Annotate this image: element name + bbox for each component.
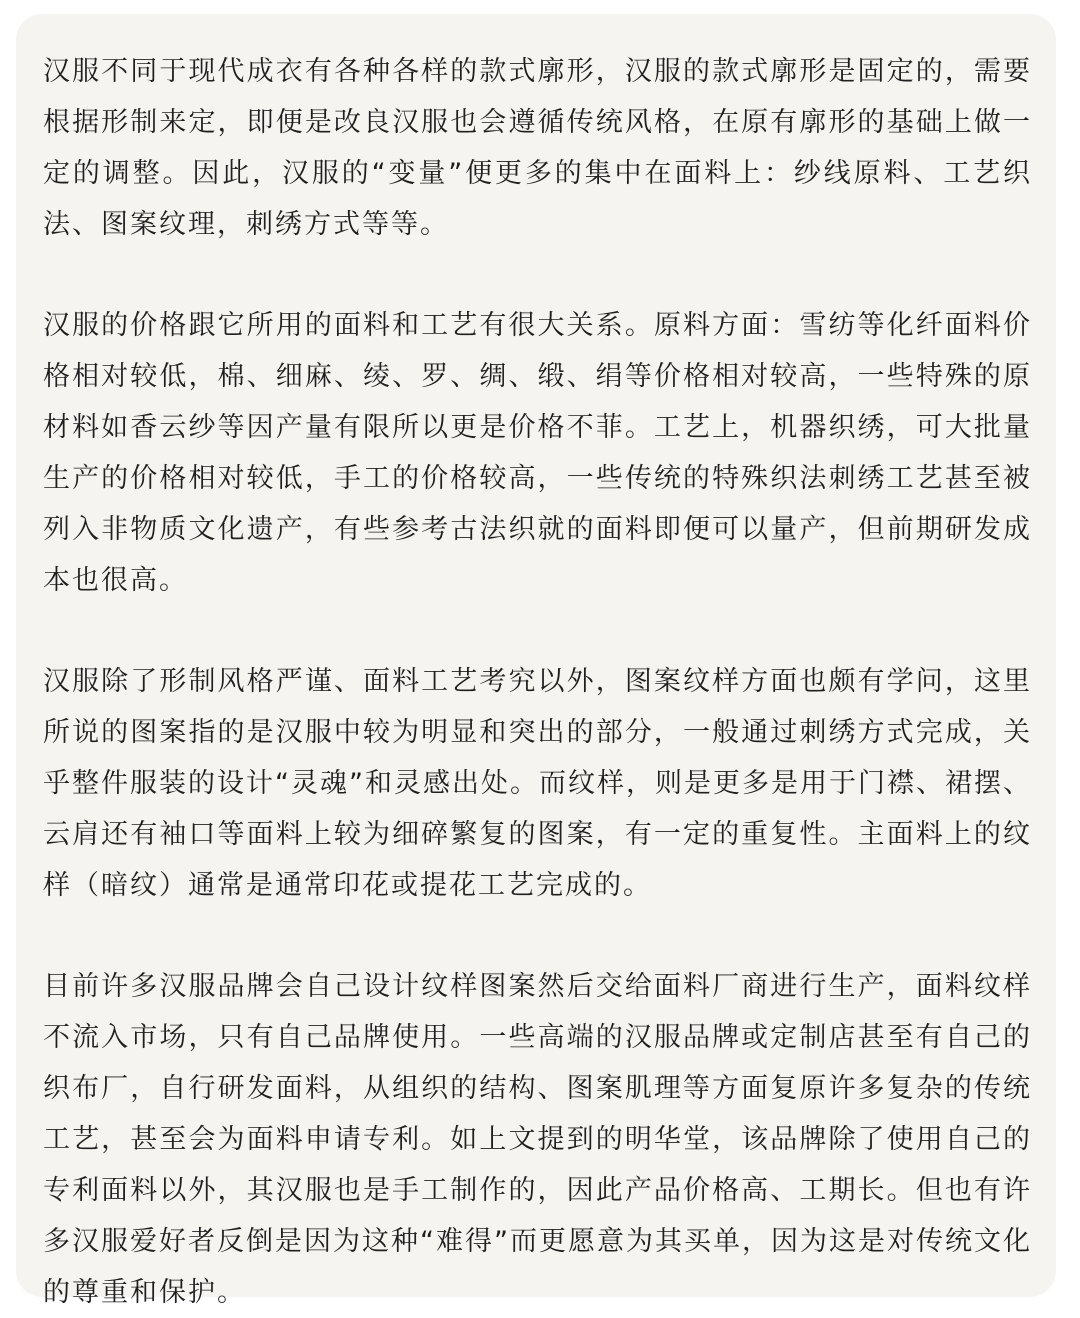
paragraph-hanfu-brands-fabric: 目前许多汉服品牌会自己设计纹样图案然后交给面料厂商进行生产，面料纹样不流入市场，只有自己品牌使用。一些高端的汉服品牌或定制店甚至有自己的织布厂，自行研发面料，从组织的结构、图案肌理等方面复原许多复杂的传统工艺，甚至会为面料申请专利。如上文提到的明华堂，该品牌除了使用自己的专利面料以外，其汉服也是手工制作的，因此产品价格高、工期长。但也有许多汉服爱好者反倒是因为这种“难得”而更愿意为其买单，因为这是对传统文化的尊重和保护。 [43, 971, 1032, 1308]
article-card [16, 14, 1056, 1308]
paragraph-hanfu-silhouette: 汉服不同于现代成衣有各种各样的款式廓形，汉服的款式廓形是固定的，需要根据形制来定，即便是改良汉服也会遵循传统风格，在原有廓形的基础上做一定的调整。因此，汉服的“变量”便更多的集中在面料上：纱线原料、工艺织法、图案纹理，刺绣方式等等。 [43, 56, 1032, 240]
paragraph-hanfu-price-materials: 汉服的价格跟它所用的面料和工艺有很大关系。原料方面：雪纺等化纤面料价格相对较低，棉、细麻、绫、罗、绸、缎、绢等价格相对较高，一些特殊的原材料如香云纱等因产量有限所以更是价格不菲。工艺上，机器织绣，可大批量生产的价格相对较低，手工的价格较高，一些传统的特殊织法刺绣工艺甚至被列入非物质文化遗产，有些参考古法织就的面料即便可以量产，但前期研发成本也很高。 [43, 310, 1032, 596]
paragraph-hanfu-patterns: 汉服除了形制风格严谨、面料工艺考究以外，图案纹样方面也颇有学问，这里所说的图案指的是汉服中较为明显和突出的部分，一般通过刺绣方式完成，关乎整件服装的设计“灵魂”和灵感出处。而纹样，则是更多是用于门襟、裙摆、云肩还有袖口等面料上较为细碎繁复的图案，有一定的重复性。主面料上的纹样（暗纹）通常是通常印花或提花工艺完成的。 [43, 666, 1032, 901]
